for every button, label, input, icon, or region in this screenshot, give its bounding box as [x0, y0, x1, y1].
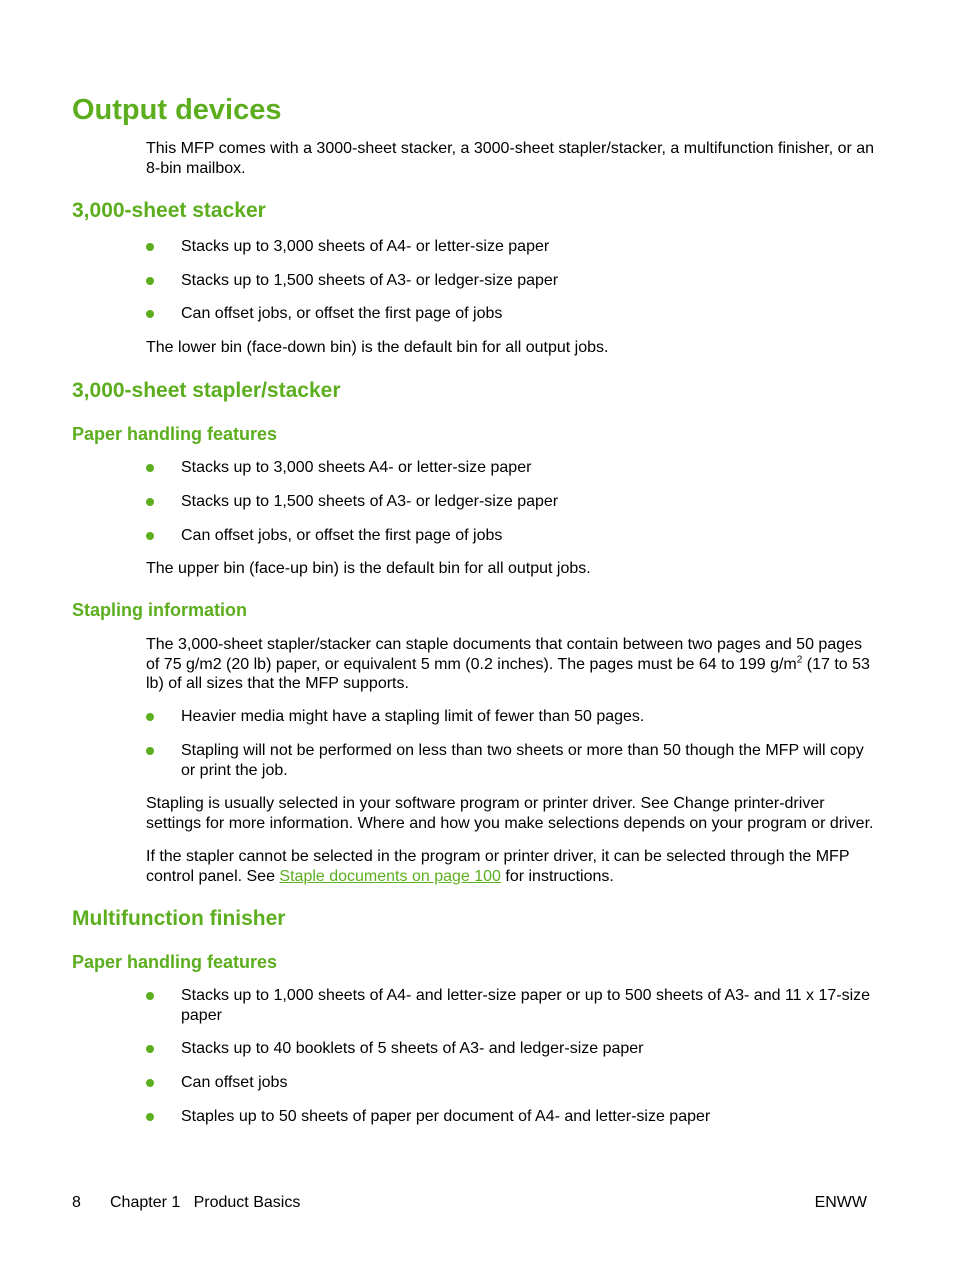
list-item: Stacks up to 1,000 sheets of A4- and letter-size paper or up to 500 sheets of A3- and 11 x 17-size paper [181, 987, 871, 1024]
subheading-stapling-information: Stapling information [72, 600, 247, 620]
stapling-text-a: The 3,000-sheet stapler/stacker can staple documents that contain between two pages and 50 pages of 75 g/m2 (20 lb) paper, or equivalent 5 mm (0.2 inches). The pages must be 64 to 199 g/m [146, 636, 863, 673]
bullet-icon [146, 1113, 154, 1121]
bullet-icon [146, 992, 154, 1000]
stapling-paragraph [146, 635, 876, 694]
section-heading-stacker: 3,000-sheet stacker [72, 199, 266, 222]
list-item: Stacks up to 3,000 sheets of A4- or letter-size paper [181, 238, 550, 255]
list-item: Stacks up to 1,500 sheets of A3- or ledger-size paper [181, 493, 559, 510]
stapler-stacker-note: The upper bin (face-up bin) is the default bin for all output jobs. [146, 560, 591, 577]
subheading-paper-handling-finisher: Paper handling features [72, 952, 278, 972]
list-item: Stacks up to 40 booklets of 5 sheets of A3- and ledger-size paper [181, 1040, 644, 1057]
list-item: Stacks up to 1,500 sheets of A3- or ledger-size paper [181, 272, 559, 289]
list-item: Staples up to 50 sheets of paper per document of A4- and letter-size paper [181, 1108, 711, 1125]
list-item: Can offset jobs, or offset the first page of jobs [181, 305, 503, 322]
intro-paragraph: This MFP comes with a 3000-sheet stacker, a 3000-sheet stapler/stacker, a multifunction finisher, or an 8-bin mailbox. [146, 140, 875, 177]
staple-documents-link[interactable]: Staple documents on page 100 [279, 867, 501, 885]
bullet-icon [146, 243, 154, 251]
bullet-icon [146, 498, 154, 506]
bullet-icon [146, 1045, 154, 1053]
chapter-label: Chapter 1 Product Basics [110, 1194, 301, 1211]
bullet-icon [146, 532, 154, 540]
list-item: Stacks up to 3,000 sheets A4- or letter-size paper [181, 459, 532, 476]
list-item: Stapling will not be performed on less than two sheets or more than 50 though the MFP will copy or print the job. [181, 742, 864, 779]
page-number: 8 [72, 1194, 81, 1211]
section-heading-finisher: Multifunction finisher [72, 907, 286, 930]
control-panel-paragraph [146, 847, 876, 886]
list-item: Heavier media might have a stapling limit of fewer than 50 pages. [181, 708, 645, 725]
stacker-note: The lower bin (face-down bin) is the default bin for all output jobs. [146, 339, 609, 356]
page-title: Output devices [72, 94, 282, 126]
bullet-icon [146, 464, 154, 472]
footer-right-label: ENWW [814, 1194, 867, 1211]
list-item: Can offset jobs, or offset the first page of jobs [181, 527, 503, 544]
bullet-icon [146, 277, 154, 285]
panel-text-after: for instructions. [500, 867, 614, 885]
bullet-icon [146, 310, 154, 318]
superscript: 2 [796, 654, 803, 666]
driver-paragraph: Stapling is usually selected in your software program or printer driver. See Change printer-driver settings for more information. Where and how you make selections depends on your program or driver. [146, 795, 874, 832]
stapling-text-b: (17 to 53 lb) of all sizes that the MFP supports. [146, 655, 870, 692]
subheading-paper-handling: Paper handling features [72, 424, 278, 444]
panel-text-before: If the stapler cannot be selected in the program or printer driver, it can be selected through the MFP control panel. See [146, 848, 850, 885]
bullet-icon [146, 747, 154, 755]
section-heading-stapler-stacker: 3,000-sheet stapler/stacker [72, 379, 341, 402]
bullet-icon [146, 1079, 154, 1087]
bullet-icon [146, 713, 154, 721]
list-item: Can offset jobs [181, 1074, 288, 1091]
